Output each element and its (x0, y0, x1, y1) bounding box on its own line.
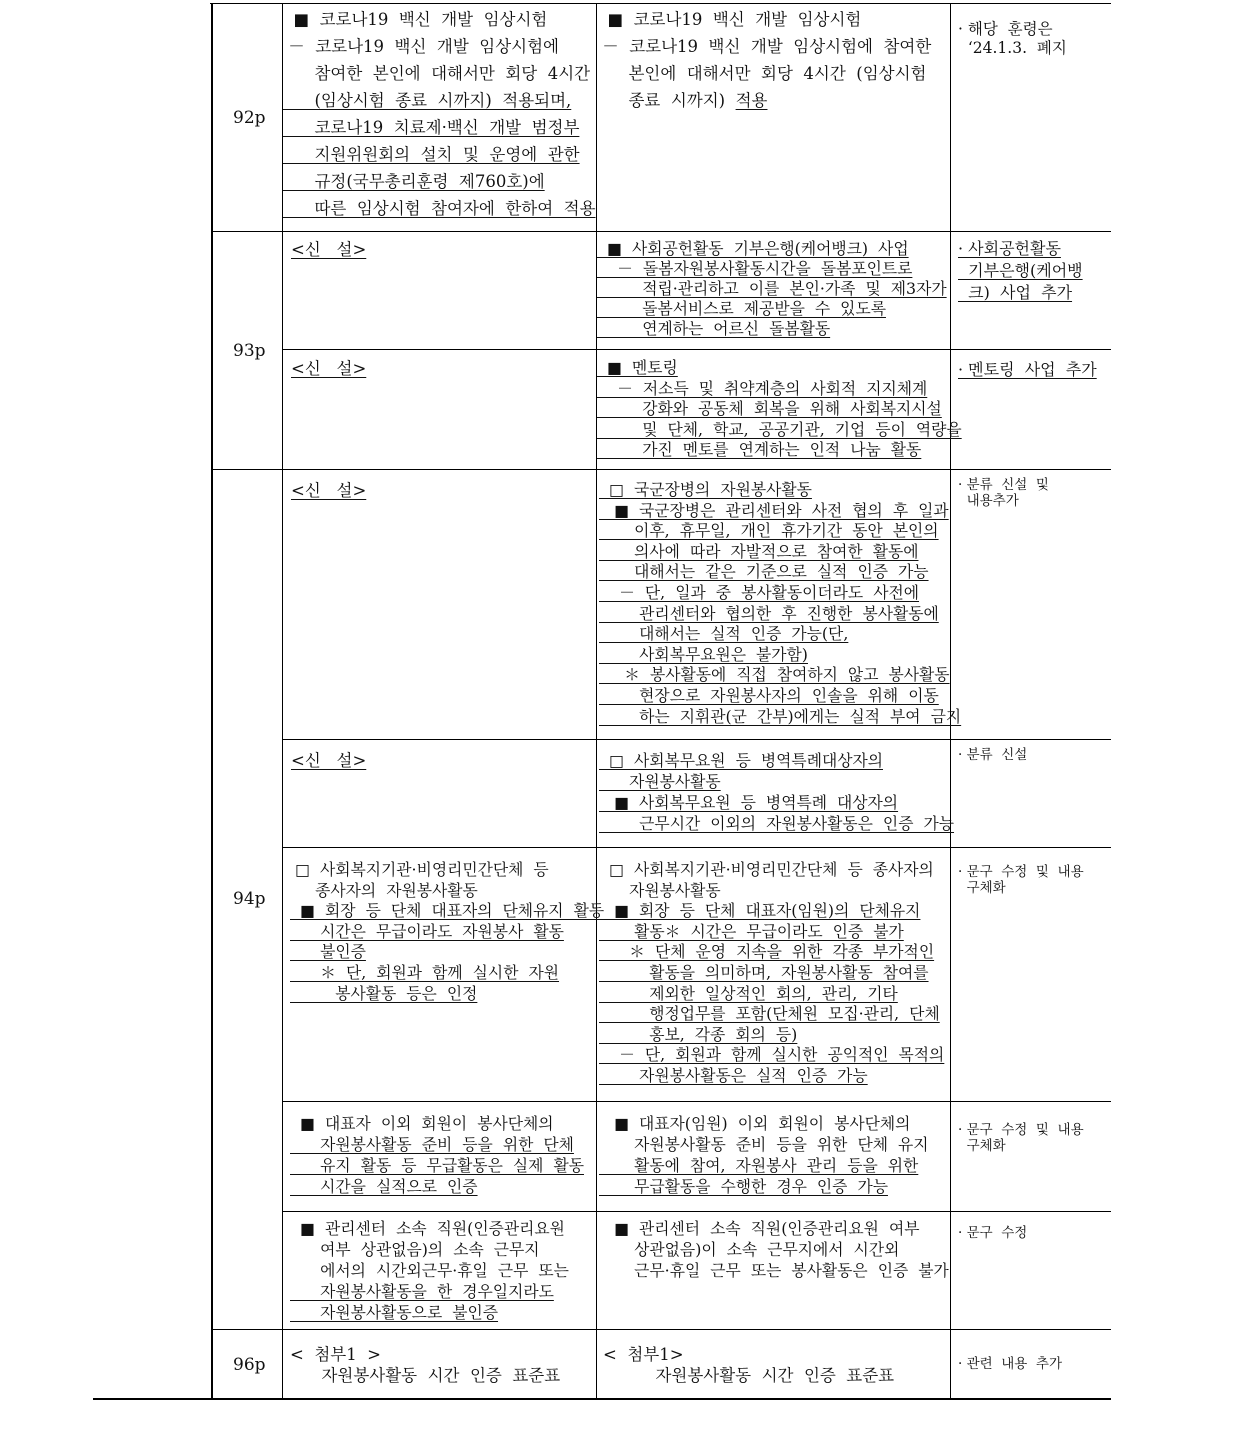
text-line: 규정(국무총리훈령 제760호)에 (283, 172, 545, 191)
after-text (599, 1218, 949, 1281)
text-line: 근무시간 이외의 자원봉사활동은 인증 가능 (599, 814, 955, 833)
text-line: 자원봉사활동 준비 등을 위한 단체 (290, 1135, 574, 1154)
text-line: － 단, 일과 중 봉사활동이더라도 사전에 (599, 582, 920, 602)
text-line: 가진 멘토를 연계하는 인적 나눔 활동 (597, 440, 922, 459)
remark (958, 360, 1097, 379)
before-text (290, 860, 604, 1004)
text-line: ＊ 단, 회원과 함께 실시한 자원 (290, 962, 560, 982)
text-line: 근무·휴일 근무 또는 봉사활동은 인증 불가 (599, 1261, 949, 1280)
text-line: － 돌봄자원봉사활동시간을 돌봄포인트로 (597, 259, 913, 278)
before-text (291, 239, 366, 260)
before-text (291, 750, 366, 771)
text-line: ■ 코로나19 백신 개발 임상시험 (597, 10, 862, 29)
text-line: 현장으로 자원봉사자의 인솔을 위해 이동 (599, 685, 939, 705)
before-text (283, 9, 596, 219)
before-text (291, 480, 366, 501)
after-text (597, 9, 931, 111)
text-line: 따른 임상시험 참여자에 한하여 적용 (283, 199, 596, 218)
text-line: 관리센터와 협의한 후 진행한 봉사활동에 (599, 603, 939, 623)
text-line: 자원봉사활동 준비 등을 위한 단체 유지 (599, 1135, 929, 1154)
text-line: 자원봉사활동으로 불인증 (290, 1303, 499, 1322)
text-line: 자원봉사활동 시간 인증 표준표 (603, 1366, 895, 1385)
col-line-before (596, 3, 597, 1399)
text-line: 지원위원회의 설치 및 운영에 관한 (283, 145, 580, 164)
remark-line: · 분류 신설 (958, 747, 1028, 763)
subrow-sep (282, 1101, 1111, 1102)
new-marker: <신 설> (291, 481, 367, 500)
page-number: 92p (233, 108, 266, 128)
text-line: 자원봉사활동 (599, 772, 721, 791)
after-text (599, 1113, 929, 1197)
after-text (597, 358, 962, 461)
text-line: － 코로나19 백신 개발 임상시험에 참여한 (597, 37, 932, 56)
new-marker: <신 설> (291, 751, 367, 770)
remark-line: 기부은행(케어뱅 (958, 261, 1083, 280)
text-line: － 저소득 및 취약계층의 사회적 지지체계 (597, 378, 928, 398)
remark-line: · 사회공헌활동 (958, 239, 1061, 258)
text-line: ■ 코로나19 백신 개발 임상시험 (283, 10, 548, 29)
remark-line: · 문구 수정 및 내용 (958, 1122, 1084, 1138)
text-line: 시간을 실적으로 인증 (290, 1177, 478, 1196)
text-line: 자원봉사활동을 한 경우일지라도 (290, 1282, 554, 1301)
new-marker: <신 설> (291, 240, 367, 259)
text-line: 돌봄서비스로 제공받을 수 있도록 (597, 299, 886, 318)
remark (958, 238, 1083, 304)
remark-line: 구체화 (958, 880, 1006, 896)
text-line: 자원봉사활동 시간 인증 표준표 (290, 1366, 561, 1385)
remark-line: · 해당 훈령은 (958, 20, 1053, 38)
remark (958, 1356, 1062, 1372)
text-line: 연계하는 어르신 돌봄활동 (597, 319, 831, 338)
remark-line: ‘24.1.3. 폐지 (958, 39, 1067, 57)
subrow-sep (282, 847, 1111, 848)
subrow-sep (282, 349, 1111, 350)
underlined-word: 적용 (735, 91, 768, 110)
text-line: 홍보, 각종 회의 등) (599, 1024, 798, 1044)
text-line: ■ 사회복무요원 등 병역특례 대상자의 (599, 793, 899, 812)
text-line: － 단, 회원과 함께 실시한 공익적인 목적의 (599, 1045, 945, 1065)
row-sep (211, 231, 1111, 232)
after-text (599, 860, 944, 1087)
text-line: ■ 대표자 이외 회원이 봉사단체의 (290, 1114, 554, 1133)
text-line-part: 종료 시까지) (597, 91, 736, 110)
text-line: 활동＊ 시간은 무급이라도 인증 불가 (599, 921, 904, 941)
text-line: ■ 회장 등 단체 대표자(임원)의 단체유지 (599, 901, 921, 921)
text-line: ■ 관리센터 소속 직원(인증관리요원 (290, 1219, 565, 1238)
text-line: ■ 회장 등 단체 대표자의 단체유지 활동 (290, 901, 605, 921)
after-text (599, 480, 961, 727)
text-line: 자원봉사활동은 실적 인증 가능 (599, 1065, 868, 1085)
text-line: 활동에 참여, 자원봉사 관리 등을 위한 (599, 1156, 919, 1175)
text-line: 종사자의 자원봉사활동 (290, 880, 478, 900)
text-line: 코로나19 치료제·백신 개발 범정부 (283, 118, 580, 137)
text-line: < 첨부1 > (290, 1345, 382, 1364)
text-line: ■ 사회공헌활동 기부은행(케어뱅크) 사업 (597, 239, 909, 258)
text-line: 사회복무요원은 불가함) (599, 644, 808, 664)
remark (958, 477, 1049, 509)
remark-line: 구체화 (958, 1138, 1006, 1154)
bottom-rule (93, 1398, 1111, 1400)
text-line: < 첨부1> (603, 1345, 684, 1364)
text-line: 여부 상관없음)의 소속 근무지 (290, 1240, 540, 1259)
remark-line: 내용추가 (958, 493, 1019, 509)
text-line: □ 사회복지기관·비영리민간단체 등 (290, 860, 549, 879)
remark-line: 크) 사업 추가 (958, 283, 1073, 302)
remark-line: · 분류 신설 및 (958, 477, 1049, 493)
text-line: 에서의 시간외근무·휴일 근무 또는 (290, 1261, 569, 1280)
text-line: 시간은 무급이라도 자원봉사 활동 (290, 921, 564, 941)
text-line: □ 사회복지기관·비영리민간단체 등 종사자의 (599, 860, 934, 879)
top-rule (210, 3, 1111, 4)
text-line: 봉사활동 등은 인정 (290, 983, 478, 1003)
before-text (290, 1344, 560, 1386)
text-line: 유지 활동 등 무급활동은 실제 활동 (290, 1156, 584, 1175)
remark-line: · 관련 내용 추가 (958, 1356, 1062, 1372)
remark (958, 20, 1067, 58)
text-line: 자원봉사활동 (599, 880, 721, 900)
subrow-sep (282, 1211, 1111, 1212)
page-number: 96p (233, 1355, 266, 1375)
text-line: ■ 멘토링 (597, 358, 678, 377)
text-line: ■ 대표자(임원) 이외 회원이 봉사단체의 (599, 1114, 911, 1133)
remark-line: · 문구 수정 및 내용 (958, 864, 1084, 880)
text-line (597, 90, 931, 111)
text-line: □ 국군장병의 자원봉사활동 (599, 480, 812, 499)
row-sep (211, 1329, 1111, 1330)
remark-line: · 문구 수정 (958, 1225, 1028, 1241)
row-sep (211, 469, 1111, 470)
text-line: 및 단체, 학교, 공공기관, 기업 등이 역량을 (597, 419, 962, 439)
text-line: － 코로나19 백신 개발 임상시험에 (283, 37, 559, 56)
text-line: 강화와 공동체 회복을 위해 사회복지시설 (597, 399, 942, 418)
text-line: 대해서는 실적 인증 가능(단, (599, 624, 849, 644)
remark-line: · 멘토링 사업 추가 (958, 360, 1097, 379)
text-line: (임상시험 종료 시까지) 적용되며, (283, 91, 572, 110)
new-marker: <신 설> (291, 359, 367, 378)
text-line: ＊ 봉사활동에 직접 참여하지 않고 봉사활동 (599, 665, 950, 685)
before-text (290, 1218, 569, 1323)
text-line: ＊ 단체 운영 지속을 위한 각종 부가적인 (599, 942, 935, 962)
text-line: 참여한 본인에 대해서만 회당 4시간 (283, 64, 591, 83)
text-line: 불인증 (290, 942, 366, 962)
after-text (599, 750, 954, 834)
col-line-outer (211, 3, 213, 1399)
text-line: 행정업무를 포함(단체원 모집·관리, 단체 (599, 1004, 940, 1024)
page-number: 94p (233, 889, 266, 909)
text-line: 의사에 따라 자발적으로 참여한 활동에 (599, 541, 919, 561)
before-text (290, 1113, 584, 1197)
text-line: 대해서는 같은 기준으로 실적 인증 가능 (599, 562, 929, 582)
before-text (291, 358, 366, 379)
subrow-sep (282, 739, 1111, 740)
text-line: 제외한 일상적인 회의, 관리, 기타 (599, 983, 898, 1003)
text-line: 본인에 대해서만 회당 4시간 (임상시험 (597, 64, 927, 83)
after-text (597, 239, 947, 339)
remark (958, 1122, 1084, 1154)
text-line: 상관없음)이 소속 근무지에서 시간외 (599, 1240, 900, 1259)
text-line: 무급활동을 수행한 경우 인증 가능 (599, 1177, 888, 1196)
text-line: ■ 국군장병은 관리센터와 사전 협의 후 일과 (599, 500, 949, 520)
after-text (603, 1344, 894, 1386)
text-line: 이후, 휴무일, 개인 휴가기간 동안 본인의 (599, 521, 939, 541)
text-line: ■ 관리센터 소속 직원(인증관리요원 여부 (599, 1219, 920, 1238)
text-line: 활동을 의미하며, 자원봉사활동 참여를 (599, 962, 929, 982)
text-line: □ 사회복무요원 등 병역특례대상자의 (599, 751, 883, 770)
remark (958, 747, 1027, 763)
remark (958, 864, 1084, 896)
remark (958, 1225, 1027, 1241)
text-line: 적립·관리하고 이를 본인·가족 및 제3자가 (597, 279, 947, 298)
text-line: 하는 지휘관(군 간부)에게는 실적 부여 금지 (599, 706, 962, 726)
page-number: 93p (233, 341, 266, 361)
